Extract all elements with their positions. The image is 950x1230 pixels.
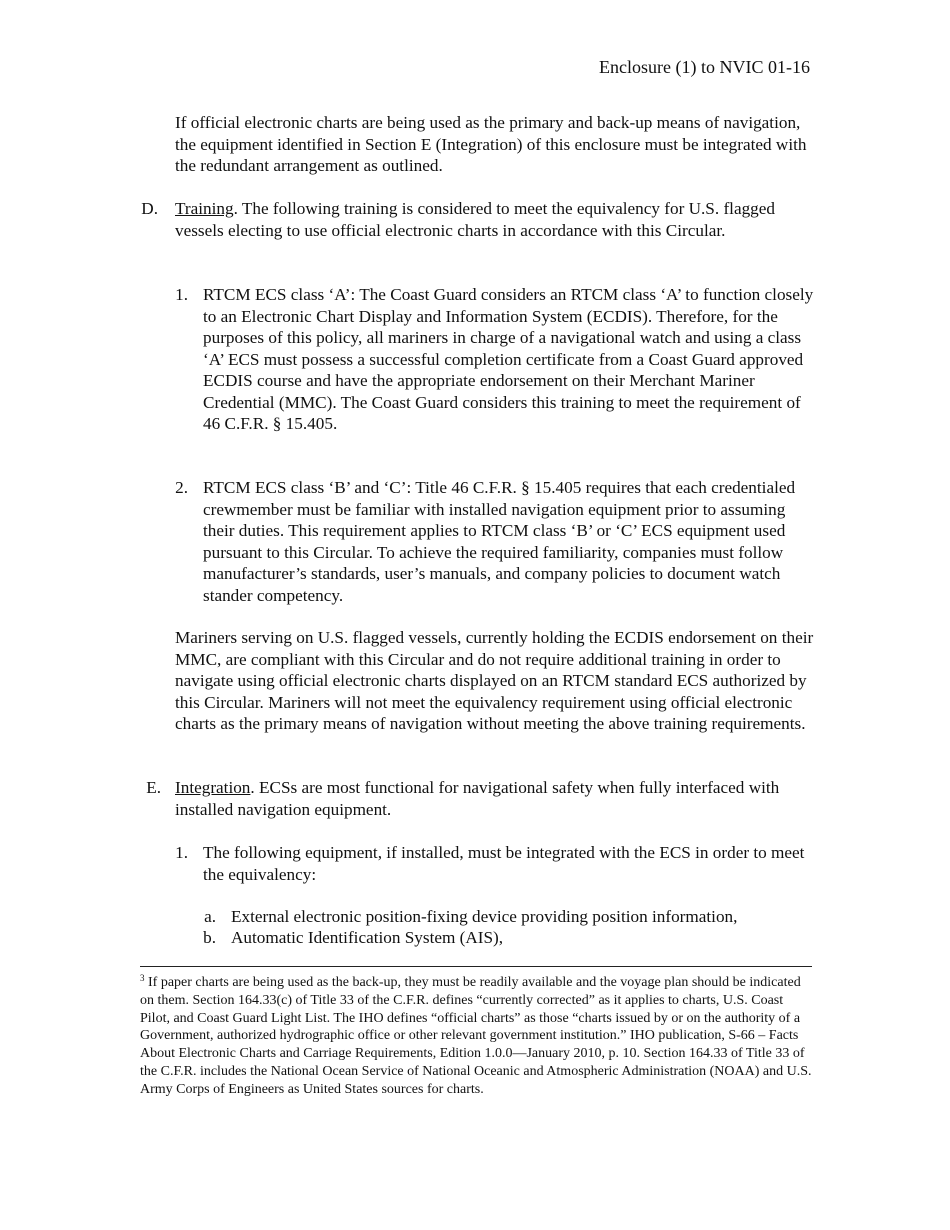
d-item-2 xyxy=(203,477,815,606)
e-subitem-a-text: External electronic position-fixing device providing position information, xyxy=(231,907,738,926)
e-item-1-marker: 1. xyxy=(175,843,188,862)
intro-text: If official electronic charts are being used as the primary and back-up means of navigation, the equipment identified in Section E (Integration) of this enclosure must be integrated with the redundant arrangement as outlined. xyxy=(175,113,807,175)
d-item-2-text: RTCM ECS class ‘B’ and ‘C’: Title 46 C.F.R. § 15.405 requires that each credentialed crewmember must be familiar with installed navigation equipment prior to assuming their duties. This requirement applies to RTCM class ‘B’ or ‘C’ ECS equipment used pursuant to this Circular. To achieve the required familiarity, companies must follow manufacturer’s standards, user’s manuals, and company policies to document watch stander competency. xyxy=(203,478,796,605)
footnote-number: 3 xyxy=(140,973,145,983)
section-d-marker: D. xyxy=(141,199,158,218)
footnote xyxy=(140,974,812,1099)
footnote-text: If paper charts are being used as the back-up, they must be readily available and the voyage plan should be indicated on them. Section 164.33(c) of Title 33 of the C.F.R. defines “currently corrected” as it applies to charts, U.S. Coast Pilot, and Coast Guard Light List. The IHO defines “official charts” as those “charts issued by or on the authority of a Government, authorized hydrographic office or other relevant government institution.” IHO publication, S-66 – Facts About Electronic Charts and Carriage Requirements, Edition 1.0.0—January 2010, p. 10. Section 164.33 of Title 33 of the C.F.R. includes the National Ocean Service of National Oceanic and Atmospheric Administration (NOAA) and U.S. Army Corps of Engineers as United States sources for charts. xyxy=(140,975,812,1097)
section-e-heading xyxy=(175,777,815,820)
e-subitem-a-marker: a. xyxy=(204,907,216,926)
e-subitem-b-marker: b. xyxy=(203,928,216,947)
section-e-text: . ECSs are most functional for navigational safety when fully interfaced with installed navigation equipment. xyxy=(175,778,780,819)
e-item-1 xyxy=(203,842,815,885)
d-item-1-text: RTCM ECS class ‘A’: The Coast Guard considers an RTCM class ‘A’ to function closely to an Electronic Chart Display and Information System (ECDIS). Therefore, for the purposes of this policy, all mariners in charge of a navigational watch and using a class ‘A’ ECS must possess a successful completion certificate from a Coast Guard approved ECDIS course and have the appropriate endorsement on their Merchant Mariner Credential (MMC). The Coast Guard considers this training to meet the requirement of 46 C.F.R. § 15.405. xyxy=(203,285,814,433)
section-e-marker: E. xyxy=(146,778,161,797)
d-item-2-marker: 2. xyxy=(175,478,188,497)
d-item-1 xyxy=(203,284,815,435)
section-d-closing xyxy=(175,627,815,735)
section-d-title: Training xyxy=(175,199,234,218)
intro-paragraph xyxy=(175,112,815,177)
d-item-1-marker: 1. xyxy=(175,285,188,304)
e-subitem-a xyxy=(231,906,816,928)
e-subitem-b xyxy=(231,927,816,949)
e-subitem-b-text: Automatic Identification System (AIS), xyxy=(231,928,504,947)
e-item-1-text: The following equipment, if installed, must be integrated with the ECS in order to meet the equivalency: xyxy=(203,843,805,884)
section-d-heading xyxy=(175,198,815,241)
section-e-title: Integration xyxy=(175,778,251,797)
section-d-text: . The following training is considered to meet the equivalency for U.S. flagged vessels electing to use official electronic charts in accordance with this Circular. xyxy=(175,199,776,240)
section-d-closing-text: Mariners serving on U.S. flagged vessels, currently holding the ECDIS endorsement on their MMC, are compliant with this Circular and do not require additional training in order to navigate using official electronic charts displayed on an RTCM standard ECS authorized by this Circular. Mariners will not meet the equivalency requirement using official electronic charts as the primary means of navigation without meeting the above training requirements. xyxy=(175,628,814,733)
footnote-separator xyxy=(140,966,812,967)
page-header: Enclosure (1) to NVIC 01-16 xyxy=(599,57,810,77)
